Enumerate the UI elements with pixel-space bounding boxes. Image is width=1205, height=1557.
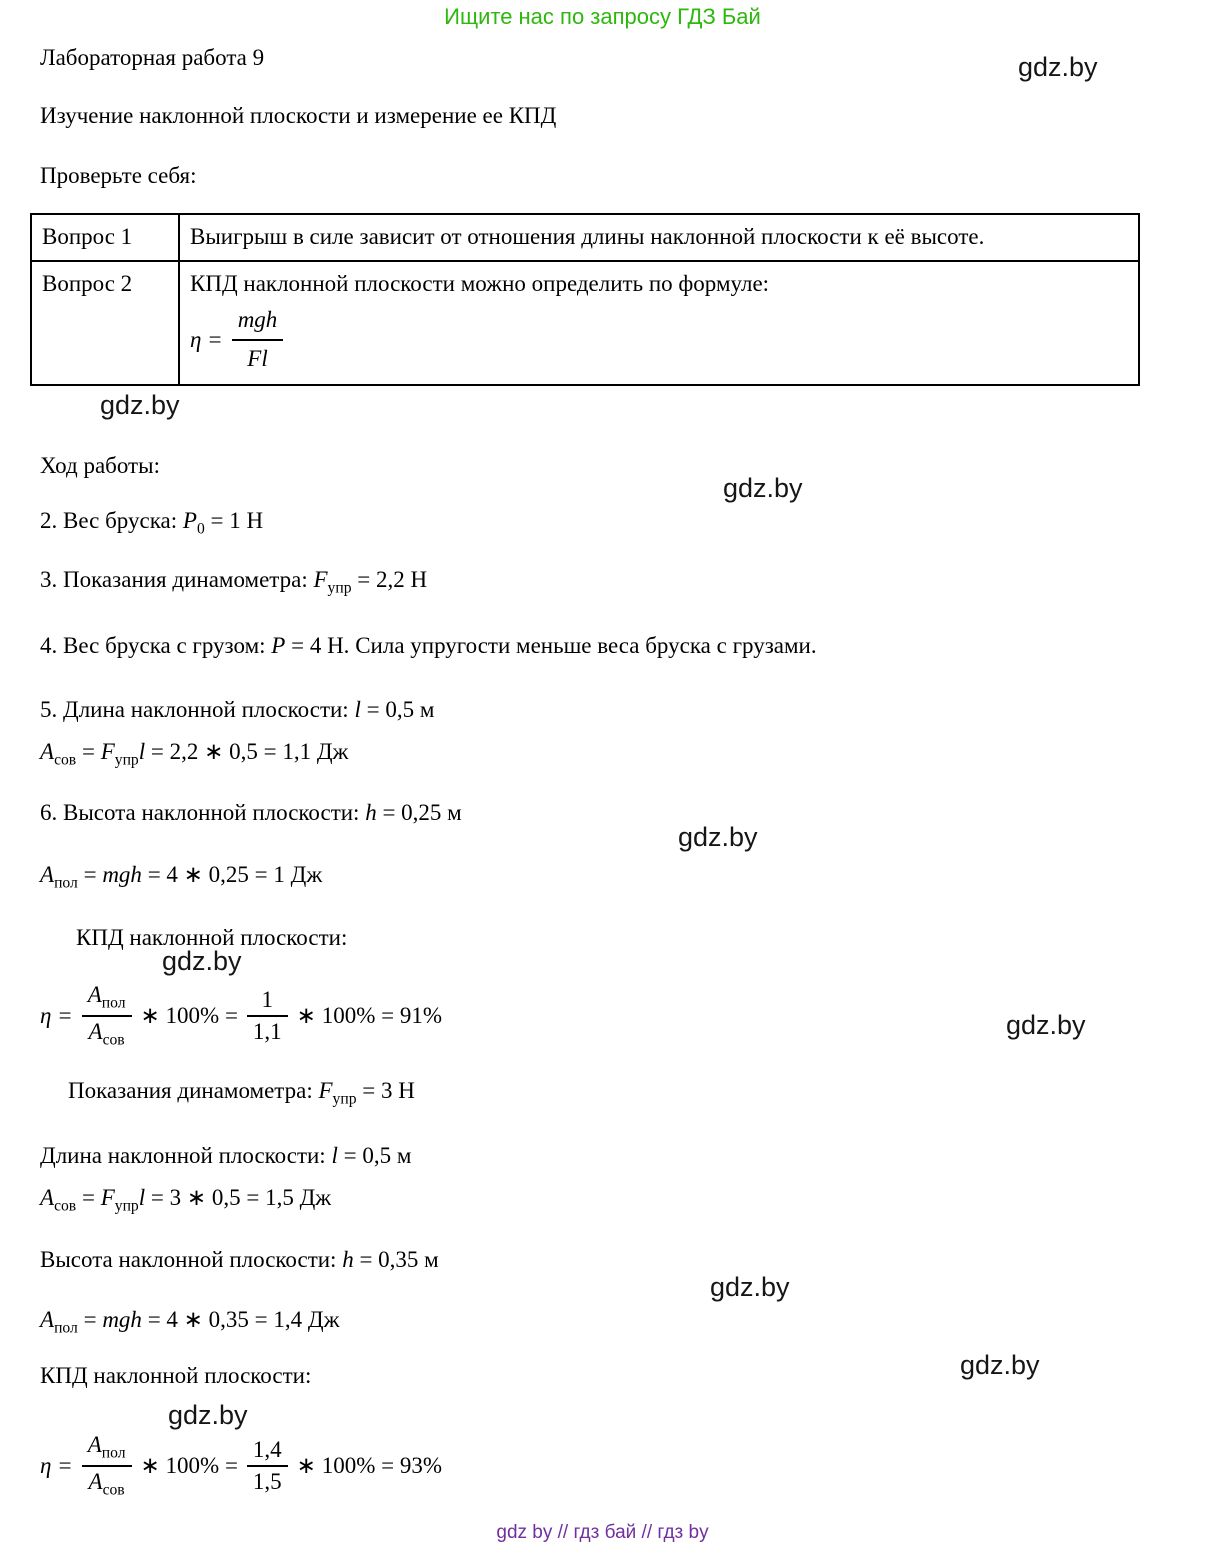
watermark-gdzby: gdz.by: [960, 1350, 1040, 1380]
step-2-weight: 2. Вес бруска: $P_0 = 1$ Н: [40, 508, 264, 538]
fraction-numerator: $A_{пол}$: [87, 982, 126, 1012]
top-notice: Ищите нас по запросу ГДЗ Бай: [444, 4, 761, 29]
efficiency-formula-2: η = $\frac{A_{пол}}{A_{сов}}$ ∗ 100% = $\frac{1,4}{1,5}$ ∗ 100% = 93%: [40, 1432, 442, 1499]
footer-links: gdz by // гдз бай // гдз by: [496, 1522, 709, 1543]
eta-lhs: η =: [190, 326, 223, 352]
watermark-gdzby: gdz.by: [100, 390, 180, 420]
step-5-plane-length: 5. Длина наклонной плоскости: l = 0,5 м: [40, 697, 435, 722]
plane-length-2: Длина наклонной плоскости: l = 0,5 м: [40, 1143, 412, 1168]
doc-title: Лабораторная работа 9: [40, 45, 265, 70]
watermark-gdzby: gdz.by: [723, 473, 803, 503]
fraction-numerator: mgh: [237, 307, 278, 333]
formula-apol-2: $A_{пол}$ = mgh = 4 ∗ 0,35 = 1,4 Дж: [40, 1307, 340, 1337]
step-4-weight-with-load: 4. Вес бруска с грузом: P = 4 Н. Сила упругости меньше веса бруска с грузами.: [40, 633, 817, 658]
work-heading: Ход работы:: [40, 453, 160, 478]
fraction-denominator: 1,1: [247, 1015, 288, 1045]
fraction-denominator: $A_{сов}$: [82, 1015, 132, 1050]
fraction-numerator: 1: [261, 986, 274, 1012]
watermark-gdzby: gdz.by: [168, 1400, 248, 1430]
fraction: [232, 304, 284, 375]
fraction: [82, 1432, 132, 1499]
question-2-answer: [179, 261, 1139, 385]
fraction: [247, 987, 288, 1045]
fraction-denominator: 1,5: [247, 1465, 288, 1495]
watermark-gdzby: gdz.by: [1006, 1010, 1086, 1040]
check-yourself-label: Проверьте себя:: [40, 163, 197, 188]
watermark-gdzby: gdz.by: [710, 1272, 790, 1302]
fraction: [82, 982, 132, 1049]
kpd-label-2: КПД наклонной плоскости:: [40, 1363, 312, 1388]
step-6-plane-height: 6. Высота наклонной плоскости: h = 0,25 м: [40, 800, 462, 825]
fraction-numerator: $A_{пол}$: [87, 1432, 126, 1462]
efficiency-formula-1: η = $\frac{A_{пол}}{A_{сов}}$ ∗ 100% = $\frac{1}{1,1}$ ∗ 100% = 91%: [40, 982, 442, 1049]
fraction-numerator: 1,4: [252, 1436, 282, 1462]
table-row: [31, 214, 1139, 261]
plane-height-2: Высота наклонной плоскости: h = 0,35 м: [40, 1247, 439, 1272]
doc-subtitle: Изучение наклонной плоскости и измерение ее КПД: [40, 103, 557, 128]
watermark-gdzby: gdz.by: [1018, 52, 1098, 82]
question-2-label: Вопрос 2: [31, 261, 179, 385]
table-row: [31, 261, 1139, 385]
fraction-denominator: $A_{сов}$: [82, 1465, 132, 1500]
formula-asov-2: $A_{сов} = F_{упр}l = 3$ ∗ 0,5 = 1,5 Дж: [40, 1185, 332, 1215]
fraction: [247, 1437, 288, 1495]
watermark-gdzby: gdz.by: [162, 946, 242, 976]
questions-table: [30, 213, 1140, 386]
formula-asov-1: $A_{сов} = F_{упр}l = 2,2$ ∗ 0,5 = 1,1 Дж: [40, 739, 349, 769]
step-3-dynamometer: 3. Показания динамометра: $F_{упр} = 2,2$ Н: [40, 567, 428, 597]
efficiency-definition-formula: [190, 304, 1128, 375]
dynamometer-2: Показания динамометра: $F_{упр} = 3$ Н: [68, 1078, 415, 1108]
question-2-text: КПД наклонной плоскости можно определить по формуле:: [190, 270, 770, 296]
question-1-label: Вопрос 1: [31, 214, 179, 261]
question-1-answer: Выигрыш в силе зависит от отношения длины наклонной плоскости к её высоте.: [179, 214, 1139, 261]
watermark-gdzby: gdz.by: [678, 822, 758, 852]
formula-apol-1: $A_{пол}$ = mgh = 4 ∗ 0,25 = 1 Дж: [40, 862, 323, 892]
kpd-label-1: КПД наклонной плоскости:: [76, 925, 348, 950]
fraction-denominator: Fl: [232, 339, 284, 376]
